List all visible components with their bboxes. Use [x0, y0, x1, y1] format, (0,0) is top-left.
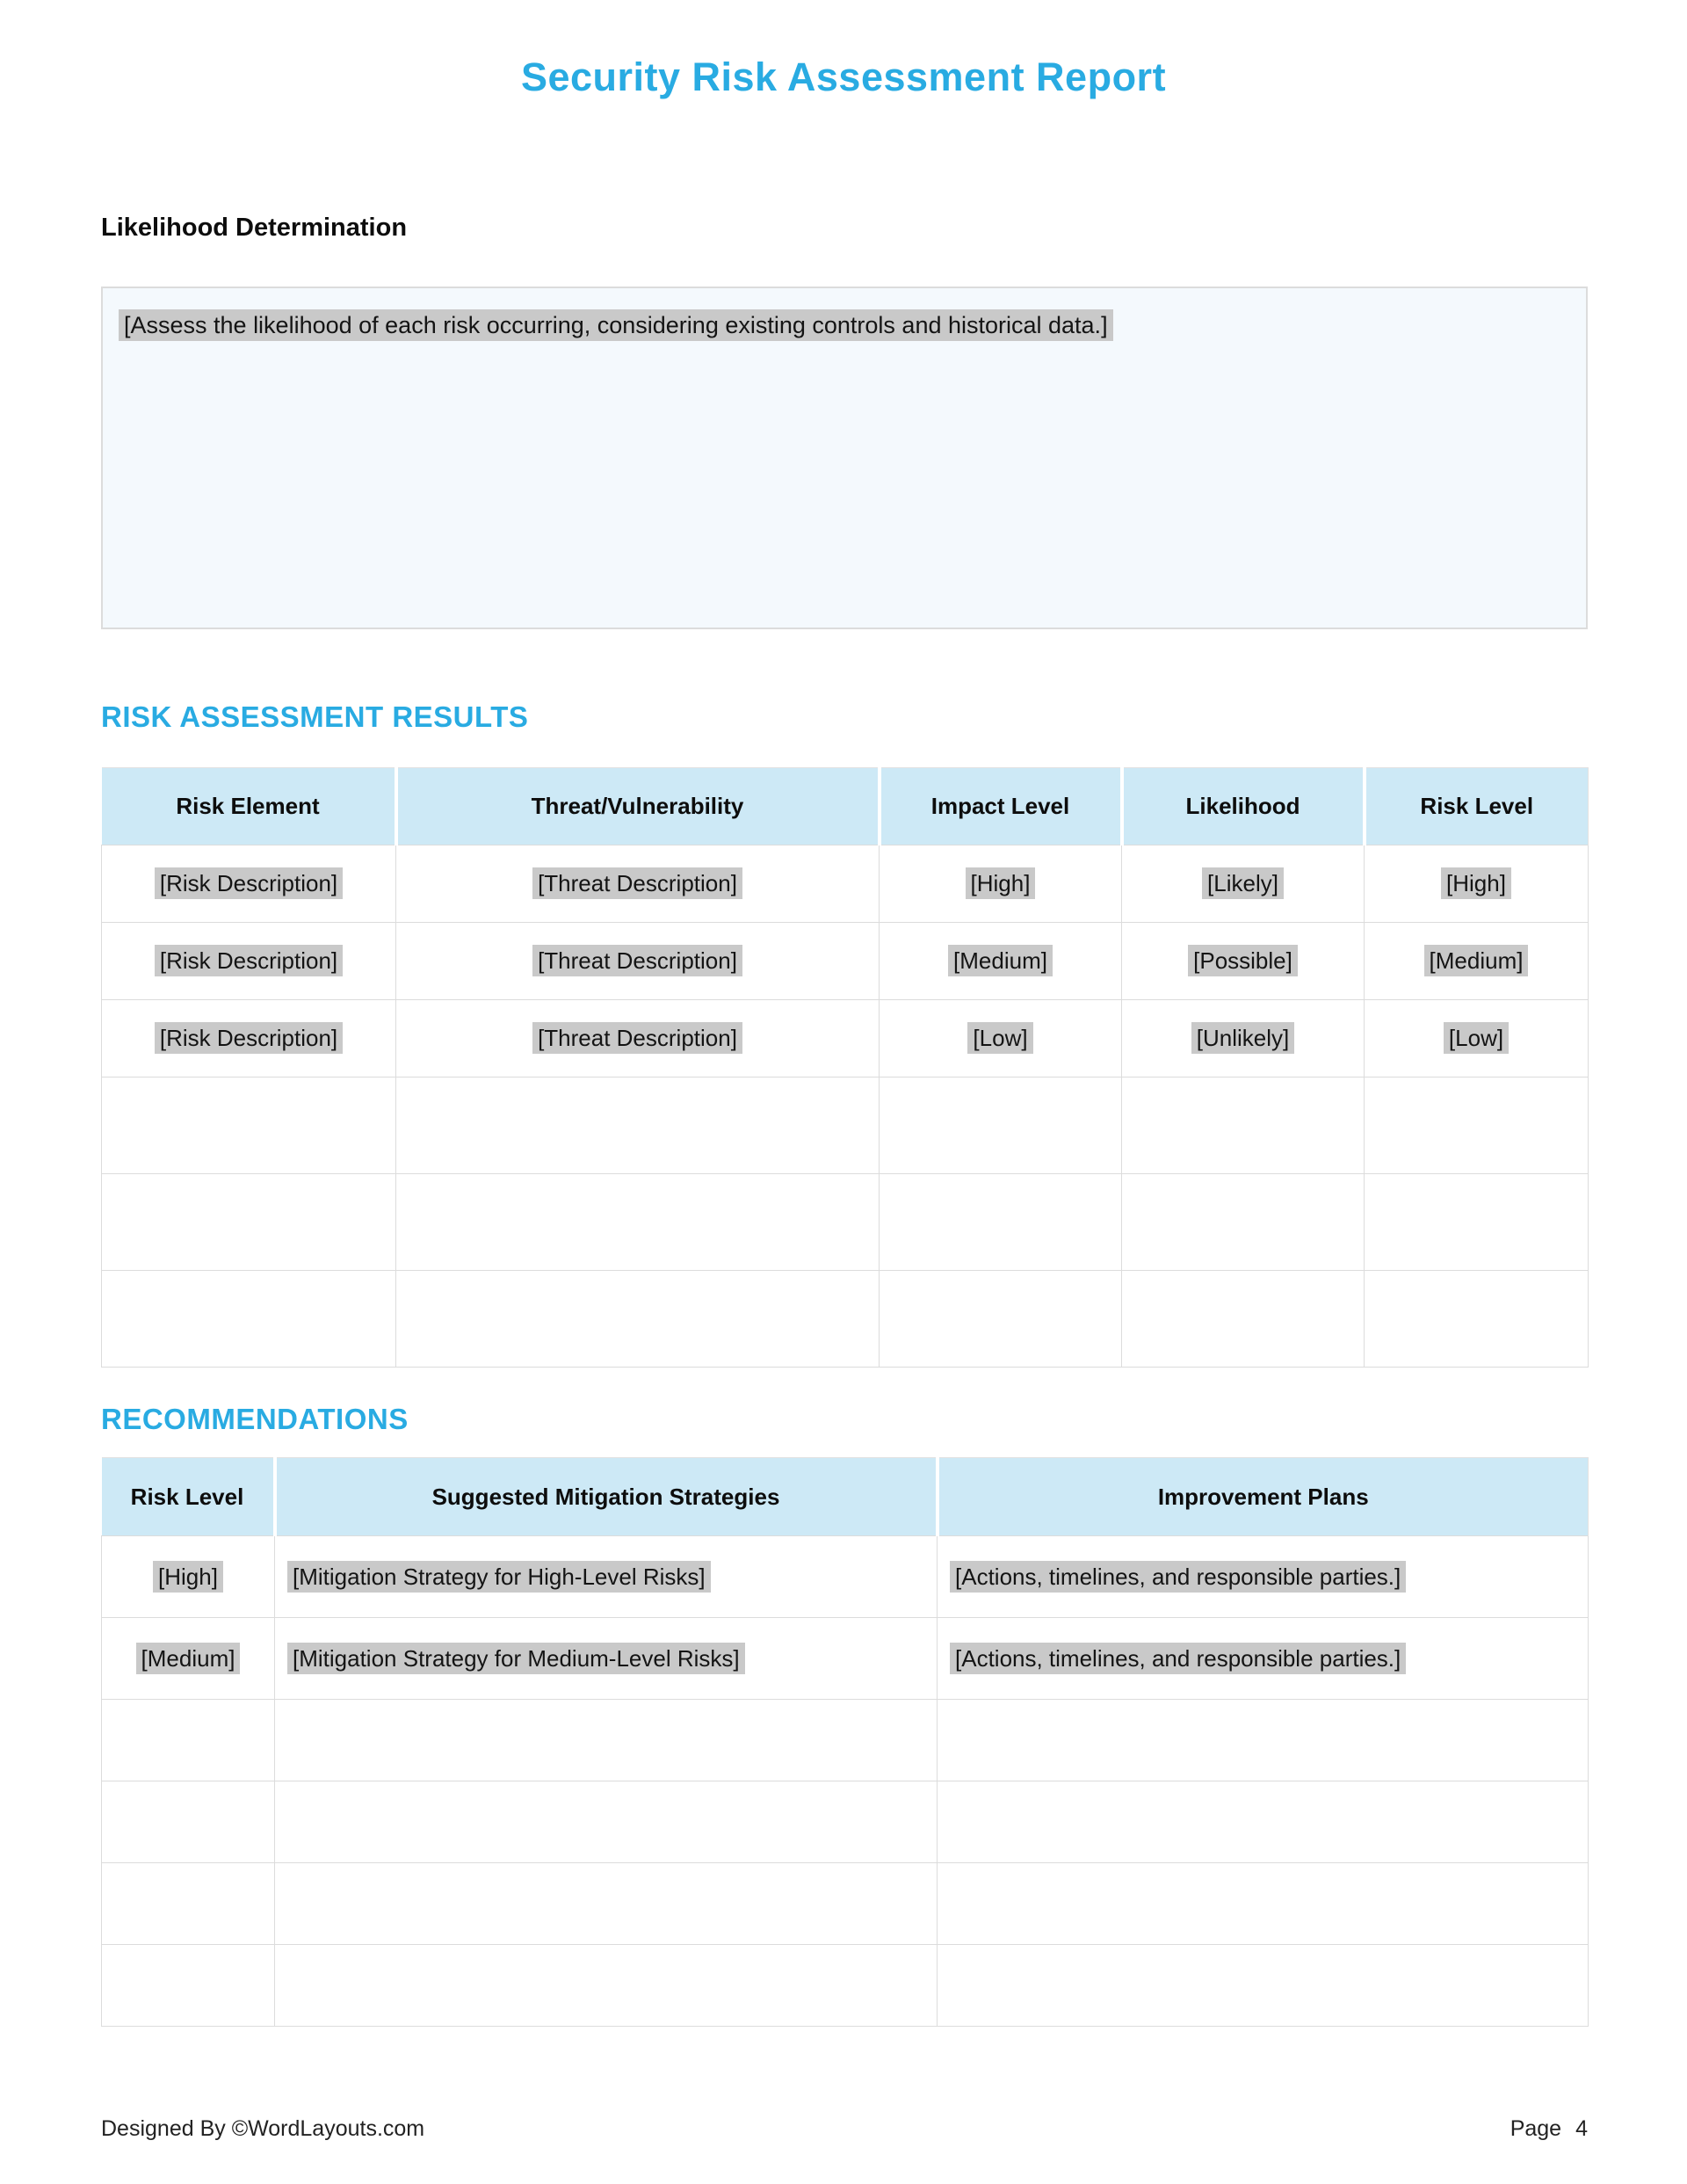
risk-table-row: [102, 923, 1589, 1000]
impact-cell: [880, 845, 1122, 923]
rec-table-empty-row: [102, 1781, 1589, 1863]
empty-cell: [102, 1781, 275, 1863]
empty-cell: [1365, 1077, 1589, 1174]
empty-cell: [275, 1863, 938, 1945]
col-header-mitigation-strategies: Suggested Mitigation Strategies: [275, 1458, 938, 1536]
threat-cell: [396, 1000, 880, 1077]
risk-level-field[interactable]: [Medium]: [1424, 945, 1529, 976]
rec-mitigation-field[interactable]: [Mitigation Strategy for Medium-Level Risks]: [287, 1643, 745, 1674]
empty-cell: [1365, 1271, 1589, 1368]
rec-risk-level-cell: [102, 1536, 275, 1618]
risk-element-cell: [102, 923, 396, 1000]
empty-cell: [938, 1945, 1589, 2027]
rec-mitigation-cell: [275, 1536, 938, 1618]
page-footer: [101, 2116, 1588, 2142]
empty-cell: [102, 1174, 396, 1271]
impact-cell: [880, 923, 1122, 1000]
designed-by-text: Designed By ©WordLayouts.com: [101, 2116, 425, 2141]
empty-cell: [102, 1945, 275, 2027]
likelihood-placeholder-field[interactable]: [Assess the likelihood of each risk occurring, considering existing controls and historical data.]: [119, 309, 1113, 341]
rec-risk-level-field[interactable]: [High]: [153, 1561, 223, 1593]
risk-description-field[interactable]: [Risk Description]: [155, 945, 343, 976]
rec-improvement-field[interactable]: [Actions, timelines, and responsible parties.]: [950, 1643, 1406, 1674]
threat-description-field[interactable]: [Threat Description]: [532, 945, 742, 976]
rec-risk-level-field[interactable]: [Medium]: [136, 1643, 241, 1674]
risk-level-field[interactable]: [Low]: [1444, 1022, 1509, 1054]
empty-cell: [102, 1700, 275, 1781]
risk-assessment-results-heading: RISK ASSESSMENT RESULTS: [101, 700, 529, 733]
recommendations-table: [101, 1457, 1589, 2027]
rec-table-header-row: [102, 1458, 1589, 1536]
empty-cell: [938, 1781, 1589, 1863]
impact-level-field[interactable]: [Low]: [967, 1022, 1032, 1054]
threat-cell: [396, 923, 880, 1000]
empty-cell: [102, 1863, 275, 1945]
likelihood-field[interactable]: [Possible]: [1188, 945, 1298, 976]
risk-level-cell: [1365, 845, 1589, 923]
risk-level-cell: [1365, 923, 1589, 1000]
threat-description-field[interactable]: [Threat Description]: [532, 867, 742, 899]
risk-table-empty-row: [102, 1077, 1589, 1174]
empty-cell: [275, 1700, 938, 1781]
likelihood-field[interactable]: [Likely]: [1202, 867, 1284, 899]
empty-cell: [880, 1077, 1122, 1174]
risk-assessment-table: [101, 767, 1589, 1368]
rec-improvement-cell: [938, 1536, 1589, 1618]
col-header-impact-level: Impact Level: [880, 768, 1122, 845]
rec-mitigation-field[interactable]: [Mitigation Strategy for High-Level Risks]: [287, 1561, 711, 1593]
risk-description-field[interactable]: [Risk Description]: [155, 1022, 343, 1054]
impact-level-field[interactable]: [High]: [966, 867, 1036, 899]
empty-cell: [938, 1700, 1589, 1781]
page-number-label: Page: [1510, 2116, 1562, 2141]
likelihood-cell: [1122, 923, 1365, 1000]
threat-cell: [396, 845, 880, 923]
risk-table-row: [102, 845, 1589, 923]
risk-element-cell: [102, 1000, 396, 1077]
likelihood-determination-heading: Likelihood Determination: [101, 214, 408, 242]
rec-improvement-cell: [938, 1618, 1589, 1700]
empty-cell: [275, 1781, 938, 1863]
likelihood-field[interactable]: [Unlikely]: [1191, 1022, 1294, 1054]
col-header-likelihood: Likelihood: [1122, 768, 1365, 845]
empty-cell: [938, 1863, 1589, 1945]
rec-improvement-field[interactable]: [Actions, timelines, and responsible parties.]: [950, 1561, 1406, 1593]
impact-level-field[interactable]: [Medium]: [948, 945, 1053, 976]
empty-cell: [102, 1271, 396, 1368]
likelihood-cell: [1122, 845, 1365, 923]
page-number-value: 4: [1575, 2116, 1588, 2141]
rec-table-empty-row: [102, 1863, 1589, 1945]
empty-cell: [396, 1174, 880, 1271]
risk-description-field[interactable]: [Risk Description]: [155, 867, 343, 899]
rec-risk-level-cell: [102, 1618, 275, 1700]
empty-cell: [396, 1077, 880, 1174]
impact-cell: [880, 1000, 1122, 1077]
rec-table-empty-row: [102, 1700, 1589, 1781]
threat-description-field[interactable]: [Threat Description]: [532, 1022, 742, 1054]
risk-table-row: [102, 1000, 1589, 1077]
page-number: [1510, 2116, 1588, 2142]
risk-table-empty-row: [102, 1174, 1589, 1271]
document-title: Security Risk Assessment Report: [520, 54, 1167, 99]
col-header-risk-level: Risk Level: [102, 1458, 275, 1536]
rec-table-row: [102, 1618, 1589, 1700]
risk-table-header-row: [102, 768, 1589, 845]
likelihood-note-panel: [101, 287, 1588, 629]
rec-table-empty-row: [102, 1945, 1589, 2027]
empty-cell: [396, 1271, 880, 1368]
empty-cell: [880, 1174, 1122, 1271]
col-header-risk-level: Risk Level: [1365, 768, 1589, 845]
rec-table-row: [102, 1536, 1589, 1618]
likelihood-cell: [1122, 1000, 1365, 1077]
col-header-risk-element: Risk Element: [102, 768, 396, 845]
empty-cell: [1122, 1077, 1365, 1174]
empty-cell: [1365, 1174, 1589, 1271]
risk-element-cell: [102, 845, 396, 923]
rec-mitigation-cell: [275, 1618, 938, 1700]
risk-table-empty-row: [102, 1271, 1589, 1368]
recommendations-heading: RECOMMENDATIONS: [101, 1403, 409, 1435]
col-header-improvement-plans: Improvement Plans: [938, 1458, 1589, 1536]
empty-cell: [102, 1077, 396, 1174]
empty-cell: [1122, 1174, 1365, 1271]
empty-cell: [275, 1945, 938, 2027]
col-header-threat-vulnerability: Threat/Vulnerability: [396, 768, 880, 845]
risk-level-field[interactable]: [High]: [1441, 867, 1511, 899]
risk-level-cell: [1365, 1000, 1589, 1077]
empty-cell: [880, 1271, 1122, 1368]
empty-cell: [1122, 1271, 1365, 1368]
